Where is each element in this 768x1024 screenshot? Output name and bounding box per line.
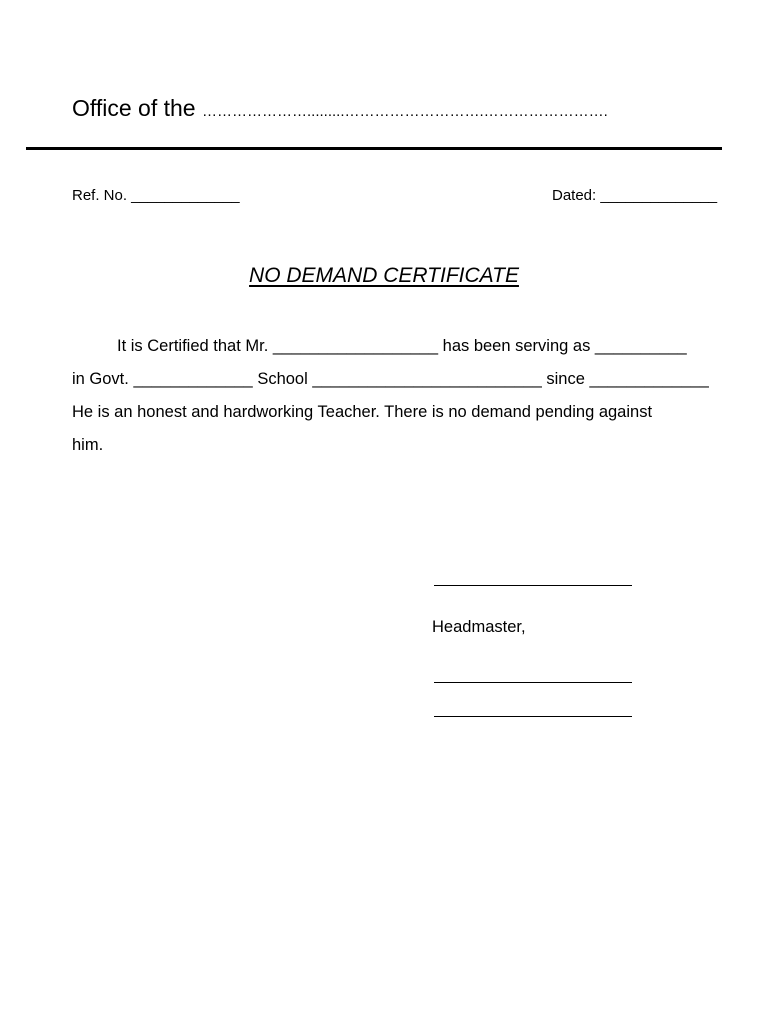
body-line-2: in Govt. _____________ School _________________________ since _____________ (72, 370, 709, 388)
office-name-blank: ………………….........……………………….……………………. (201, 103, 608, 120)
body-line-4: him. (72, 436, 104, 454)
reference-number: Ref. No. _____________ (72, 187, 240, 204)
body-line-3: He is an honest and hardworking Teacher. There is no demand pending against (72, 403, 653, 421)
certificate-body (72, 330, 709, 462)
signature-line (434, 585, 632, 586)
office-header (72, 92, 608, 128)
date-field: Dated: ______________ (552, 187, 718, 204)
headmaster-title: Headmaster, (432, 618, 526, 636)
name-line (434, 682, 632, 683)
school-line (434, 716, 632, 717)
header-divider (26, 147, 722, 150)
body-line-1 (72, 330, 698, 363)
body-line-1-text: It is Certified that Mr. __________________ has been serving as __________ (117, 337, 687, 355)
certificate-title: NO DEMAND CERTIFICATE (249, 264, 519, 287)
office-label: Office of the (72, 95, 196, 121)
